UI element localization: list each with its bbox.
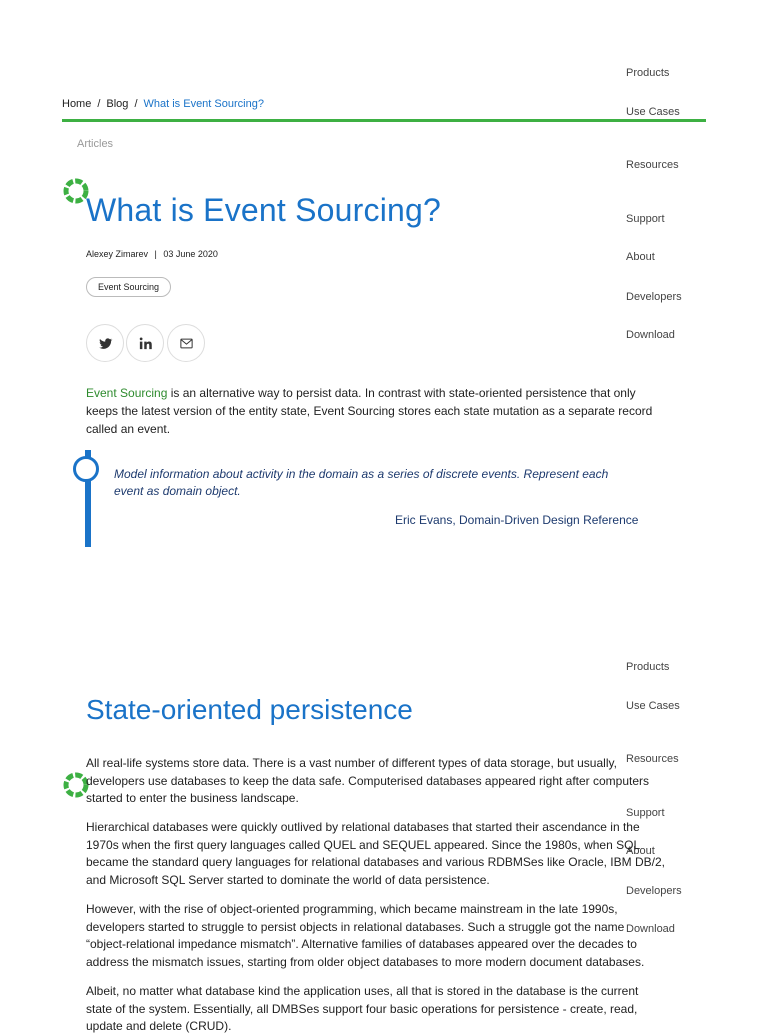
breadcrumb-separator: / — [134, 98, 138, 110]
meta-separator: | — [154, 249, 157, 259]
section-paragraph: However, with the rise of object-oriented programming, which became mainstream in the late 1990s, developers started to struggle to persist objects in relational databases. Such a struggle got the name “object-relational impedance mismatch”. Alternative families of databases appeared over the decades to address the mismatch issues, starting from older object databases to more modern document databases. — [86, 902, 645, 969]
nav-resources[interactable]: Resources — [626, 753, 679, 765]
breadcrumb — [62, 98, 264, 110]
section-paragraph: Albeit, no matter what database kind the application uses, all that is stored in the database is the current state of the system. Essentially, all DMBSes support four basic operations for persistence - create, read, update and delete (CRUD). — [86, 984, 639, 1033]
breadcrumb-separator: / — [97, 98, 101, 110]
nav-developers[interactable]: Developers — [626, 885, 682, 897]
intro-text: is an alternative way to persist data. In contrast with state-oriented persistence that only keeps the latest version of the entity state, Event Sourcing stores each state mutation as a separate record called an event. — [86, 386, 653, 436]
quote-text: Model information about activity in the domain as a series of discrete events. Represent each event as domain object. — [114, 467, 609, 498]
nav-products[interactable]: Products — [626, 67, 670, 79]
intro-paragraph — [86, 384, 666, 438]
article-title: What is Event Sourcing? — [86, 192, 441, 228]
section-paragraph: Hierarchical databases were quickly outlived by relational databases that started their ascendance in the 1970s when the first query languages called QUEL and SEQUEL appeared. Since the 1980s, when SQL became the standard query languages for relational databases and various RDBMSes like Oracle, IBM DB/2, and Microsoft SQL Server started to dominate the world of data persistence. — [86, 820, 665, 887]
quote-marker-icon — [73, 456, 99, 482]
section-label: Articles — [77, 138, 114, 150]
nav-resources[interactable]: Resources — [626, 159, 679, 171]
linkedin-icon — [138, 336, 153, 351]
nav-download[interactable]: Download — [626, 923, 675, 935]
nav-support[interactable]: Support — [626, 807, 665, 819]
section-paragraph: All real-life systems store data. There is a vast number of different types of data storage, but usually, developers use databases to keep the data safe. Computerised databases appeared right after computers started to enter the business landscape. — [86, 756, 650, 805]
share-twitter-button[interactable] — [86, 324, 124, 362]
nav-about[interactable]: About — [626, 251, 655, 263]
email-icon — [179, 336, 194, 351]
nav-about[interactable]: About — [626, 845, 655, 857]
breadcrumb-home[interactable]: Home — [62, 98, 92, 110]
tag-event-sourcing[interactable]: Event Sourcing — [86, 277, 171, 297]
twitter-icon — [98, 336, 113, 351]
share-linkedin-button[interactable] — [126, 324, 164, 362]
publish-date: 03 June 2020 — [163, 249, 218, 259]
breadcrumb-blog[interactable]: Blog — [106, 98, 129, 110]
header-divider — [62, 119, 706, 122]
article-meta — [86, 249, 218, 259]
breadcrumb-current[interactable]: What is Event Sourcing? — [143, 98, 264, 110]
nav-use-cases[interactable]: Use Cases — [626, 700, 680, 712]
nav-developers[interactable]: Developers — [626, 291, 682, 303]
author-name[interactable]: Alexey Zimarev — [86, 249, 149, 259]
event-sourcing-link[interactable]: Event Sourcing — [86, 386, 168, 400]
nav-products[interactable]: Products — [626, 661, 670, 673]
nav-download[interactable]: Download — [626, 329, 675, 341]
quote-author: Eric Evans, Domain-Driven Design Reference — [395, 513, 639, 527]
nav-support[interactable]: Support — [626, 213, 665, 225]
section-heading: State-oriented persistence — [86, 694, 413, 725]
nav-use-cases[interactable]: Use Cases — [626, 106, 680, 118]
share-email-button[interactable] — [167, 324, 205, 362]
